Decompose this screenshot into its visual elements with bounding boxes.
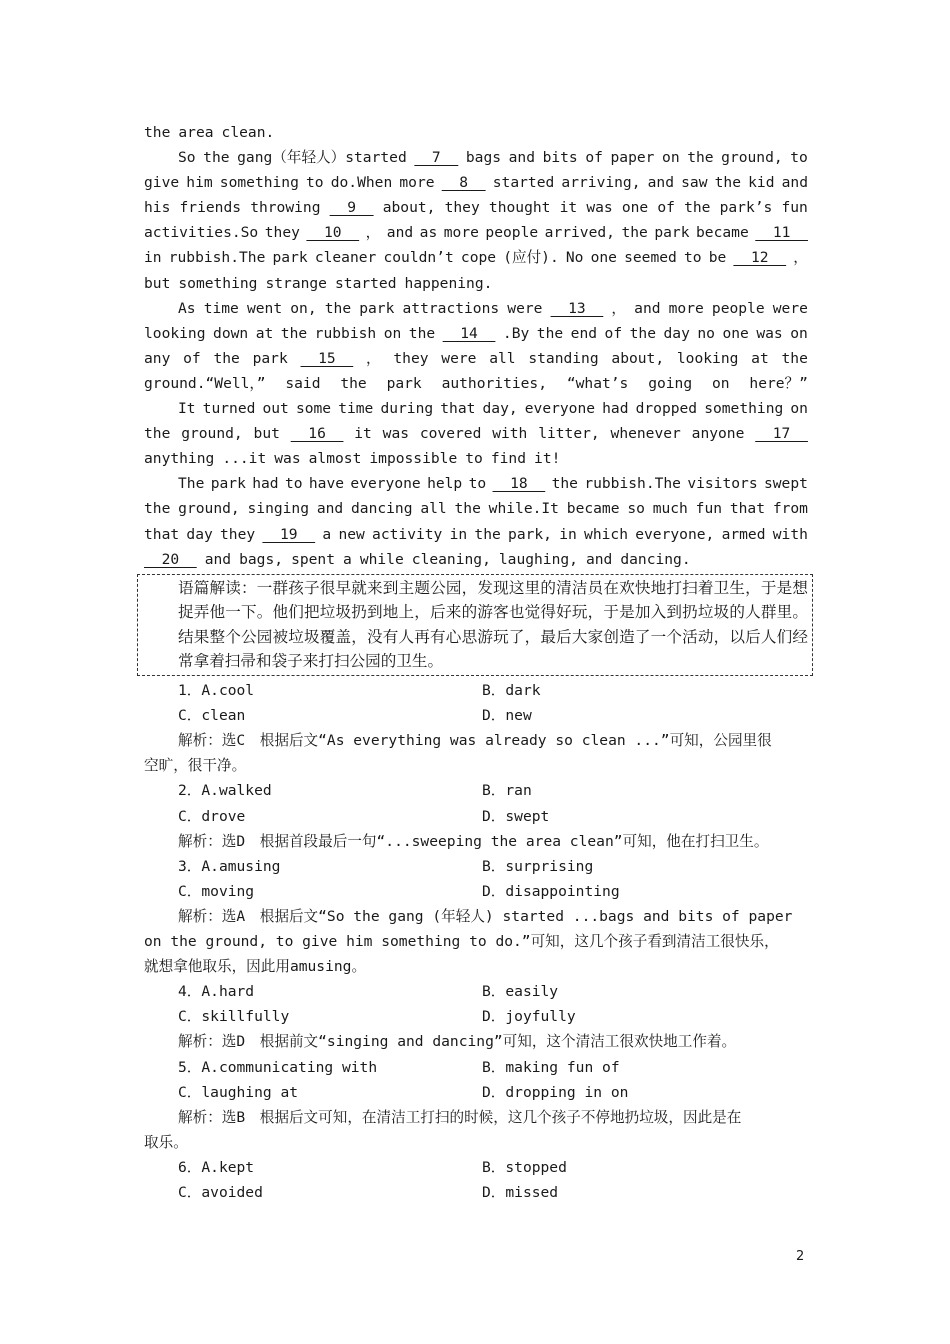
passage-word: during <box>380 400 434 418</box>
passage-word: a <box>343 550 352 568</box>
passage-line <box>144 145 808 170</box>
cloze-blank: 16 <box>290 425 344 443</box>
passage-word: armed <box>721 525 766 543</box>
option-b: B．stopped <box>482 1158 567 1176</box>
passage-word: while.It <box>488 500 559 518</box>
passage-word: couldn’t <box>383 249 454 267</box>
passage-word: anything <box>144 450 215 468</box>
passage-line <box>144 346 808 371</box>
passage-word: of <box>657 199 675 217</box>
option-c: C．avoided <box>178 1184 263 1201</box>
passage-word: park <box>359 299 395 317</box>
passage-word: saw <box>681 174 708 192</box>
passage-word: the <box>408 324 436 342</box>
passage-word: park <box>252 349 288 367</box>
passage-word: was <box>756 324 783 342</box>
passage-line <box>144 446 808 471</box>
passage-word: park <box>386 374 422 392</box>
passage-word: they <box>264 224 300 242</box>
passage-word: cleaning, <box>411 550 491 568</box>
passage-line <box>144 195 808 220</box>
passage-line <box>144 321 808 346</box>
passage-word: at <box>751 349 769 367</box>
passage-word: swept <box>763 475 808 493</box>
passage-word: ground, <box>721 149 783 167</box>
passage-word: which <box>584 525 628 543</box>
passage-word: .By <box>502 324 530 342</box>
passage-word: his <box>144 199 171 217</box>
explanation <box>144 1105 808 1155</box>
passage-word: park, <box>508 525 552 543</box>
passage-word: the <box>280 324 308 342</box>
passage-word: started <box>492 174 555 192</box>
passage-word: time <box>203 299 239 317</box>
passage-word: out <box>262 400 289 418</box>
passage-word: were <box>507 299 543 317</box>
passage-word: activities.So <box>144 224 259 242</box>
option-c: C．drove <box>178 807 246 825</box>
passage-word: the <box>714 174 741 192</box>
passage-word: paper <box>610 149 655 167</box>
passage-word: ground.“Well，” <box>144 374 266 392</box>
passage-word: dancing <box>351 500 413 518</box>
passage-word: cope <box>460 249 497 267</box>
option-b: B．dark <box>482 682 541 699</box>
passage-word: litter, <box>538 425 600 443</box>
passage-word: area <box>178 124 214 141</box>
passage-word: people <box>711 299 765 317</box>
passage-word: day <box>186 525 213 543</box>
page-number: 2 <box>796 1249 805 1264</box>
passage-word: No <box>565 249 584 267</box>
passage-word: rubbish.The <box>168 249 266 267</box>
passage-line <box>144 522 808 547</box>
passage-word: impossible <box>369 450 458 468</box>
passage-word: the <box>324 299 352 317</box>
passage-word: one <box>590 249 617 267</box>
passage-word: about, <box>611 349 665 367</box>
passage-word: in <box>449 525 468 543</box>
passage-word: time <box>338 400 374 418</box>
passage-line <box>144 220 808 245</box>
passage-line <box>144 471 808 496</box>
passage-word: authorities, <box>441 374 547 392</box>
passage-word: the <box>144 425 171 443</box>
passage-word: that <box>729 500 765 518</box>
passage-word: fun <box>781 199 808 217</box>
passage-word: the <box>474 525 501 543</box>
passage-word: of <box>183 349 201 367</box>
passage-word: that <box>144 525 180 543</box>
passage-word: that <box>440 400 476 418</box>
passage-word: going <box>648 374 693 392</box>
passage-word: everyone <box>524 400 596 418</box>
passage-word: and <box>508 149 535 167</box>
passage-word: activity <box>372 525 443 543</box>
passage-word: arriving, <box>561 174 641 192</box>
option-d: D．missed <box>482 1184 559 1201</box>
cloze-blank: 20 <box>144 550 197 568</box>
option-b: B．easily <box>482 983 559 1001</box>
passage-word: said <box>285 374 321 392</box>
passage-line <box>144 245 808 270</box>
explanation-line: 就想拿他取乐，因此用amusing。 <box>144 958 367 976</box>
passage-word: happening. <box>404 274 493 292</box>
passage-word: one <box>621 199 649 217</box>
explanation-line: 解析：选C 根据后文“As everything was already so clean ...”可知，公园里很 <box>178 732 772 750</box>
passage-word: visitors <box>687 475 758 493</box>
cloze-passage <box>144 120 808 572</box>
passage-word: on <box>662 149 680 167</box>
passage-word: friends <box>179 199 242 217</box>
summary-label: 语篇解读： <box>178 579 257 597</box>
passage-word: ...it <box>222 450 267 468</box>
explanation <box>144 1029 808 1054</box>
passage-word: one <box>722 324 749 342</box>
passage-word: and <box>647 174 674 192</box>
passage-word: had <box>252 475 279 493</box>
option-d: D．swept <box>482 807 550 825</box>
passage-word: fun <box>695 500 723 518</box>
summary-body: 一群孩子很早就来到主题公园，发现这里的清洁员在欢快地打扫着卫生，于是想捉弄他一下。他们把垃圾扔到地上，后来的游客也觉得好玩，于是加入到扔垃圾的人群里。结果整个公园被垃圾覆盖，没有人再有心思游玩了，最后大家创造了一个活动，以后人们经常拿着扫帚和袋子来打扫公园的卫生。 <box>178 579 808 671</box>
explanation <box>144 728 808 778</box>
passage-word: the <box>687 149 714 167</box>
passage-word: to <box>306 174 324 192</box>
passage-word: gang（年轻人）started <box>237 149 407 167</box>
passage-line <box>144 296 808 321</box>
passage-word: It <box>178 400 196 418</box>
passage-word: the <box>621 224 648 242</box>
passage-word: the <box>536 324 564 342</box>
passage-word: on <box>711 374 730 392</box>
passage-word: was <box>274 450 301 468</box>
cloze-blank: 19 <box>262 525 316 543</box>
option-d: D．disappointing <box>482 882 620 900</box>
passage-word: started <box>335 274 397 292</box>
passage-word: something <box>704 400 784 418</box>
passage-word: give <box>144 174 180 192</box>
passage-word: find <box>490 450 527 468</box>
passage-word: the <box>684 199 711 217</box>
option-c: C．clean <box>178 707 246 725</box>
passage-word: about, <box>382 199 436 217</box>
option-c: C．skillfully <box>178 1008 290 1026</box>
passage-word: anyone <box>691 425 745 443</box>
passage-word: dropped <box>635 400 698 418</box>
cloze-blank: 18 <box>492 475 546 493</box>
passage-word: park <box>654 224 690 242</box>
passage-word: and <box>204 550 232 568</box>
explanation-line: on the ground, to give him something to do.”可知，这几个孩子看到清洁工很快乐， <box>144 932 779 950</box>
passage-word: down <box>213 324 249 342</box>
cloze-blank: 10 <box>306 224 360 242</box>
passage-word: (应付). <box>503 249 559 267</box>
passage-word: strange <box>265 274 327 292</box>
passage-word: they <box>220 525 256 543</box>
option-b: B．surprising <box>482 857 594 875</box>
passage-word: became <box>696 224 749 242</box>
cloze-blank: 13 <box>550 299 604 317</box>
cloze-blank: 14 <box>442 324 496 342</box>
passage-word: more <box>399 174 435 192</box>
cloze-blank: 15 <box>300 349 354 367</box>
passage-word: laughing, <box>498 550 578 568</box>
passage-word: it <box>354 425 372 443</box>
passage-word: end <box>570 324 598 342</box>
passage-word: at <box>255 324 274 342</box>
passage-word: bags <box>465 149 502 167</box>
passage-word: of <box>585 149 603 167</box>
option-d: D．new <box>482 707 532 725</box>
option-d: D．dropping in on <box>482 1083 629 1101</box>
passage-word: all <box>420 500 447 518</box>
passage-line <box>144 496 808 521</box>
passage-word: spent <box>291 550 335 568</box>
passage-word: to <box>284 475 303 493</box>
passage-word: the <box>144 124 171 141</box>
passage-line <box>144 396 808 421</box>
passage-word: kid <box>748 174 775 192</box>
passage-word: to <box>790 149 808 167</box>
passage-word: As <box>178 299 196 317</box>
passage-word: rubbish.The <box>584 475 681 493</box>
passage-word: turned <box>202 400 256 418</box>
passage-word: was <box>382 425 410 443</box>
passage-word: park’s <box>719 199 773 217</box>
passage-word: and <box>634 299 661 317</box>
option-a: 4．A.hard <box>178 983 255 1001</box>
passage-word: to <box>465 450 483 468</box>
passage-word: have <box>308 475 345 493</box>
passage-word: a <box>322 525 332 543</box>
explanation-line: 解析：选D 根据首段最后一句“...sweeping the area clean”可知，他在打扫卫生。 <box>178 832 769 850</box>
passage-word: with <box>492 425 528 443</box>
passage-word: So <box>178 149 196 167</box>
passage-word: the <box>213 349 240 367</box>
passage-word: almost <box>308 450 362 468</box>
passage-word: were <box>772 299 808 317</box>
cloze-blank: 17 <box>755 425 808 443</box>
passage-word: help <box>427 475 463 493</box>
passage-word: thought <box>488 199 551 217</box>
passage-line <box>144 120 808 145</box>
option-a: 5．A.communicating with <box>178 1058 378 1076</box>
passage-word: they <box>393 349 429 367</box>
cloze-blank: 7 <box>414 149 459 167</box>
cloze-blank: 9 <box>329 199 374 217</box>
passage-word: The <box>178 475 205 493</box>
passage-word: to <box>468 475 487 493</box>
passage-word: more <box>668 299 704 317</box>
passage-word: throwing <box>250 199 321 217</box>
passage-word: something <box>178 274 258 292</box>
explanation <box>144 904 808 979</box>
passage-word: ， <box>793 249 808 267</box>
passage-word: the <box>454 500 481 518</box>
explanation-line: 解析：选B 根据后文可知，在清洁工打扫的时候，这几个孩子不停地扔垃圾，因此是在 <box>178 1108 742 1126</box>
passage-word: whenever <box>610 425 681 443</box>
passage-word: much <box>652 500 688 518</box>
passage-word: any <box>144 349 171 367</box>
passage-word: the <box>551 475 578 493</box>
passage-word: some <box>295 400 332 418</box>
passage-word: seemed <box>624 249 677 267</box>
passage-word: cleaner <box>314 249 377 267</box>
option-c: C．moving <box>178 882 255 900</box>
passage-word: while <box>359 550 404 568</box>
passage-word: bits <box>542 149 578 167</box>
passage-word: looking <box>144 324 206 342</box>
passage-word: “what’s <box>566 374 629 392</box>
passage-word: singing <box>247 500 310 518</box>
passage-word: went <box>246 299 283 317</box>
passage-word: and <box>781 174 808 192</box>
explanation-line: 解析：选A 根据后文“So the gang (年轻人) started ...bags and bits of paper <box>178 907 793 925</box>
passage-word: no <box>697 324 715 342</box>
passage-line <box>144 170 808 195</box>
explanation-line: 取乐。 <box>144 1133 188 1151</box>
passage-word: people <box>485 224 539 242</box>
explanation <box>144 829 808 854</box>
passage-word: dancing. <box>620 550 691 568</box>
passage-line <box>144 547 808 572</box>
passage-word: and <box>585 550 613 568</box>
passage-word: so <box>627 500 645 518</box>
passage-word: the <box>340 374 367 392</box>
passage-word: park <box>272 249 308 267</box>
passage-word: the <box>629 324 656 342</box>
option-d: D．joyfully <box>482 1008 576 1026</box>
passage-word: do.When <box>330 174 393 192</box>
option-a: 1．A.cool <box>178 682 255 699</box>
summary-text <box>144 576 808 674</box>
option-a: 3．A.amusing <box>178 857 281 875</box>
passage-word: looking <box>676 349 739 367</box>
passage-word: all <box>489 349 516 367</box>
passage-word: more <box>443 224 479 242</box>
option-a: 2．A.walked <box>178 782 272 800</box>
passage-word: in <box>144 249 162 267</box>
passage-word: but <box>253 425 280 443</box>
passage-word: but <box>144 274 171 292</box>
passage-word: and <box>316 500 344 518</box>
passage-word: from <box>772 500 808 518</box>
passage-word: had <box>602 400 629 418</box>
passage-word: new <box>338 525 365 543</box>
cloze-blank: 11 <box>755 224 808 242</box>
passage-word: it <box>559 199 578 217</box>
passage-word: on <box>790 324 808 342</box>
option-b: B．ran <box>482 782 532 800</box>
passage-word: the <box>781 349 808 367</box>
explanation-line: 空旷，很干净。 <box>144 757 247 775</box>
passage-word: arrived, <box>544 224 615 242</box>
passage-word: attractions <box>402 299 500 317</box>
passage-word: in <box>559 525 577 543</box>
passage-word: ground, <box>181 425 243 443</box>
passage-line <box>144 271 808 296</box>
passage-word: something <box>219 174 299 192</box>
passage-word: him <box>186 174 213 192</box>
passage-word: as <box>419 224 438 242</box>
passage-word: everyone <box>350 475 421 493</box>
passage-word: day <box>663 324 690 342</box>
passage-word: it! <box>534 450 561 468</box>
passage-word: everyone, <box>635 525 715 543</box>
cloze-blank: 8 <box>441 174 486 192</box>
passage-word: were <box>441 349 477 367</box>
passage-word: the <box>203 149 230 167</box>
option-a: 6．A.kept <box>178 1158 255 1176</box>
passage-word: ， <box>366 349 381 367</box>
passage-word: ground, <box>178 500 240 518</box>
passage-word: clean. <box>221 124 275 141</box>
passage-word: here？” <box>749 374 808 392</box>
passage-line <box>144 371 808 396</box>
passage-line <box>144 421 808 446</box>
passage-word: they <box>444 199 480 217</box>
option-c: C．laughing at <box>178 1083 299 1101</box>
passage-word: the <box>144 500 171 518</box>
passage-word: on <box>790 400 808 418</box>
passage-word: of <box>604 324 623 342</box>
passage-word: day, <box>482 400 518 418</box>
passage-word: be <box>708 249 727 267</box>
explanation-line: 解析：选D 根据前文“singing and dancing”可知，这个清洁工很欢快地工作着。 <box>178 1033 737 1051</box>
option-b: B．making fun of <box>482 1058 620 1076</box>
passage-word: ， <box>611 299 627 317</box>
passage-word: was <box>586 199 613 217</box>
passage-word: rubbish <box>314 324 377 342</box>
passage-word: bags, <box>239 550 284 568</box>
passage-word: became <box>566 500 620 518</box>
passage-word: with <box>772 525 808 543</box>
passage-word: standing <box>528 349 599 367</box>
passage-word: on, <box>290 299 317 317</box>
passage-word: covered <box>419 425 482 443</box>
passage-word: park <box>210 475 246 493</box>
cloze-blank: 12 <box>733 249 787 267</box>
passage-word: to <box>683 249 702 267</box>
passage-word: and <box>386 224 414 242</box>
passage-word: ， <box>365 224 381 242</box>
passage-word: on <box>383 324 402 342</box>
